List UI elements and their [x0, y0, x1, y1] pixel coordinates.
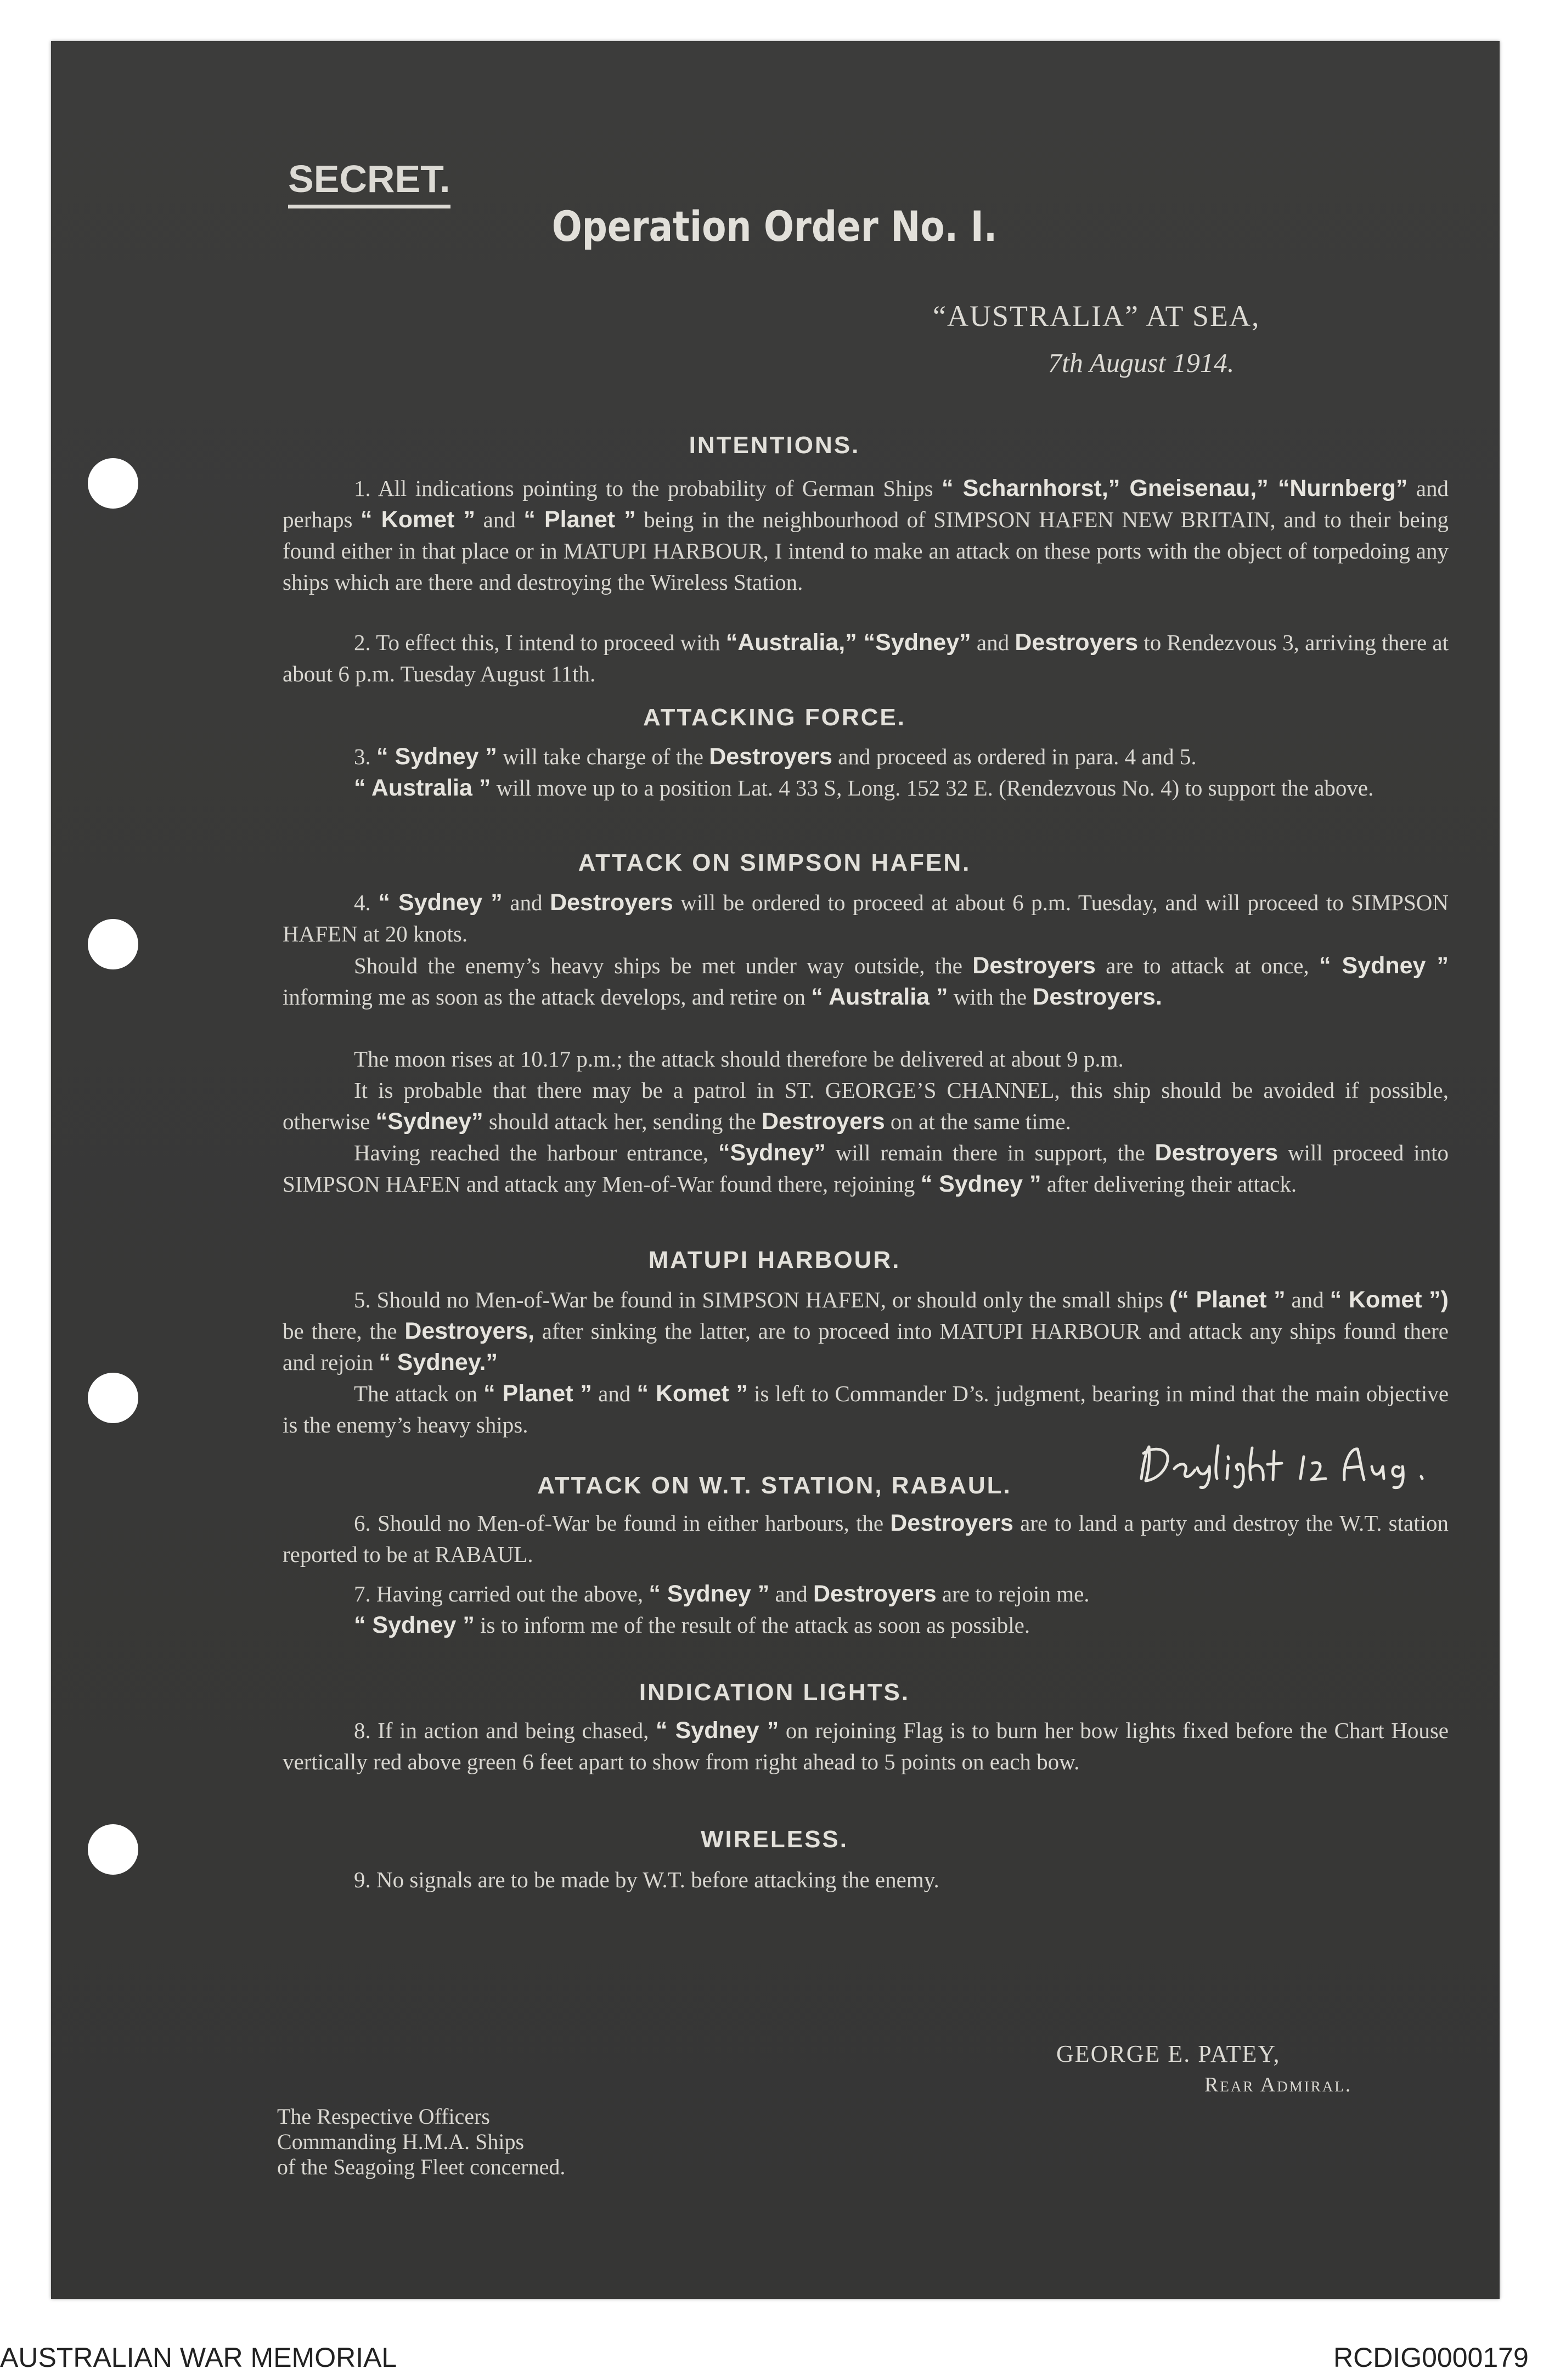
addressee-line: of the Seagoing Fleet concerned.	[277, 2155, 566, 2179]
signatory-rank: Rear Admiral.	[1204, 2073, 1353, 2096]
punch-hole	[88, 458, 138, 509]
ship-name: Destroyers	[1015, 629, 1139, 656]
section-heading: ATTACK ON SIMPSON HAFEN.	[578, 849, 971, 876]
ship-name: “ Sydney ”	[920, 1171, 1041, 1197]
addressee-block	[277, 2104, 565, 2180]
issuing-ship: “AUSTRALIA” AT SEA,	[933, 300, 1260, 332]
ship-name: Destroyers.	[1032, 984, 1162, 1010]
paragraph: Having reached the harbour entrance, “Sydney” will remain there in support, the Destroyers will proceed into SIMPSON HAFEN and attack any Men-of-War found there, rejoining “ Sydney ” after delivering their attack.	[283, 1140, 1449, 1197]
ship-name: “ Australia ”	[811, 984, 948, 1010]
paragraph: “ Australia ” will move up to a position Lat. 4 33 S, Long. 152 32 E. (Rendezvous No. 4) to support the above.	[354, 775, 1374, 801]
ship-name: Destroyers	[761, 1108, 885, 1135]
paragraph: Should the enemy’s heavy ships be met under way outside, the Destroyers are to attack at once, “ Sydney ” informing me as soon as the attack develops, and retire on “ Australia ” with the Destroyers.	[283, 952, 1449, 1010]
paragraph: 9. No signals are to be made by W.T. before attacking the enemy.	[354, 1867, 939, 1892]
handwritten-annotation	[1136, 1440, 1443, 1490]
ship-name: “ Sydney ”	[655, 1717, 779, 1744]
archive-credit: AUSTRALIAN WAR MEMORIAL	[0, 2342, 397, 2373]
punch-hole	[88, 919, 138, 969]
section-heading: INDICATION LIGHTS.	[639, 1679, 910, 1706]
section-heading: ATTACK ON W.T. STATION, RABAUL.	[537, 1472, 1012, 1499]
ship-name: “ Sydney ”	[649, 1581, 770, 1607]
punch-hole	[88, 1373, 138, 1423]
order-date: 7th August 1914.	[1048, 347, 1235, 378]
paragraph: 5. Should no Men-of-War be found in SIMPSON HAFEN, or should only the small ships (“ Planet ” and “ Komet ”) be there, the Destroyers, after sinking the latter, are to proceed into MATUPI HARBOUR and attack any ships found there and rejoin “ Sydney.”	[283, 1287, 1449, 1375]
ship-name: (“ Planet ”	[1169, 1287, 1286, 1313]
ship-name: “ Australia ”	[354, 775, 491, 801]
ship-name: “ Sydney.”	[379, 1349, 498, 1375]
ship-name: Destroyers	[813, 1581, 937, 1607]
paragraph: The moon rises at 10.17 p.m.; the attack should therefore be delivered at about 9 p.m.	[354, 1046, 1124, 1071]
section-heading: MATUPI HARBOUR.	[648, 1247, 901, 1273]
paragraph: 1. All indications pointing to the probability of German Ships “ Scharnhorst,” Gneisenau,” “Nurnberg” and perhaps “ Komet ” and “ Planet ” being in the neighbourhood of SIMPSON HAFEN NEW BRITAIN, and to their being found either in that place or in MATUPI HARBOUR, I intend to make an attack on these ports with the object of torpedoing any ships which are there and destroying the Wireless Station.	[283, 475, 1449, 595]
section-heading: INTENTIONS.	[689, 432, 860, 459]
ship-name: “ Planet ”	[523, 506, 636, 533]
archive-id: RCDIG0000179	[1333, 2342, 1529, 2373]
paragraph: The attack on “ Planet ” and “ Komet ” is left to Commander D’s. judgment, bearing in mind that the main objective is the enemy’s heavy ships.	[283, 1380, 1449, 1437]
paragraph: “ Sydney ” is to inform me of the result of the attack as soon as possible.	[354, 1612, 1030, 1638]
ship-name: “ Scharnhorst,” Gneisenau,” “Nurnberg”	[941, 475, 1408, 501]
paragraph: 7. Having carried out the above, “ Sydney ” and Destroyers are to rejoin me.	[354, 1581, 1090, 1607]
ship-name: Destroyers	[890, 1510, 1013, 1536]
ship-name: “ Planet ”	[483, 1380, 592, 1407]
signatory-name: GEORGE E. PATEY,	[1056, 2040, 1281, 2067]
ship-name: “ Sydney ”	[354, 1612, 475, 1638]
ship-name: “Sydney”	[718, 1140, 826, 1166]
addressee-line: The Respective Officers	[277, 2104, 490, 2129]
ship-name: “ Komet ”	[361, 506, 476, 533]
paragraph: 8. If in action and being chased, “ Sydney ” on rejoining Flag is to burn her bow lights fixed before the Chart House vertically red above green 6 feet apart to show from right ahead to 5 points on each bow.	[283, 1717, 1449, 1774]
ship-name: Destroyers,	[404, 1318, 534, 1344]
ship-name: “ Komet ”	[637, 1380, 748, 1407]
ship-name: “ Sydney ”	[376, 743, 497, 770]
ship-name: Destroyers	[972, 952, 1096, 979]
ship-name: “Sydney”	[375, 1108, 483, 1135]
paragraph: 6. Should no Men-of-War be found in either harbours, the Destroyers are to land a party and destroy the W.T. station reported to be at RABAUL.	[283, 1510, 1449, 1567]
paragraph: 3. “ Sydney ” will take charge of the Destroyers and proceed as ordered in para. 4 and 5.	[354, 743, 1197, 770]
classification-mark: SECRET.	[288, 156, 450, 208]
paragraph: 4. “ Sydney ” and Destroyers will be ordered to proceed at about 6 p.m. Tuesday, and will proceed to SIMPSON HAFEN at 20 knots.	[283, 889, 1449, 946]
paragraph: 2. To effect this, I intend to proceed with “Australia,” “Sydney” and Destroyers to Rendezvous 3, arriving there at about 6 p.m. Tuesday August 11th.	[283, 629, 1449, 686]
ship-name: “ Komet ”)	[1330, 1287, 1449, 1313]
section-heading: ATTACKING FORCE.	[643, 704, 906, 731]
section-heading: WIRELESS.	[700, 1826, 849, 1853]
addressee-line: Commanding H.M.A. Ships	[277, 2129, 525, 2154]
ship-name: “ Sydney ”	[378, 889, 503, 916]
ship-name: Destroyers	[550, 889, 673, 916]
ship-name: Destroyers	[709, 743, 832, 770]
ship-name: “ Sydney ”	[1319, 952, 1449, 979]
paragraph: It is probable that there may be a patrol in ST. GEORGE’S CHANNEL, this ship should be avoided if possible, otherwise “Sydney” should attack her, sending the Destroyers on at the same time.	[283, 1078, 1449, 1135]
ship-name: “Australia,” “Sydney”	[725, 629, 971, 656]
ship-name: Destroyers	[1154, 1140, 1278, 1166]
page-title: Operation Order No. I.	[551, 202, 998, 251]
